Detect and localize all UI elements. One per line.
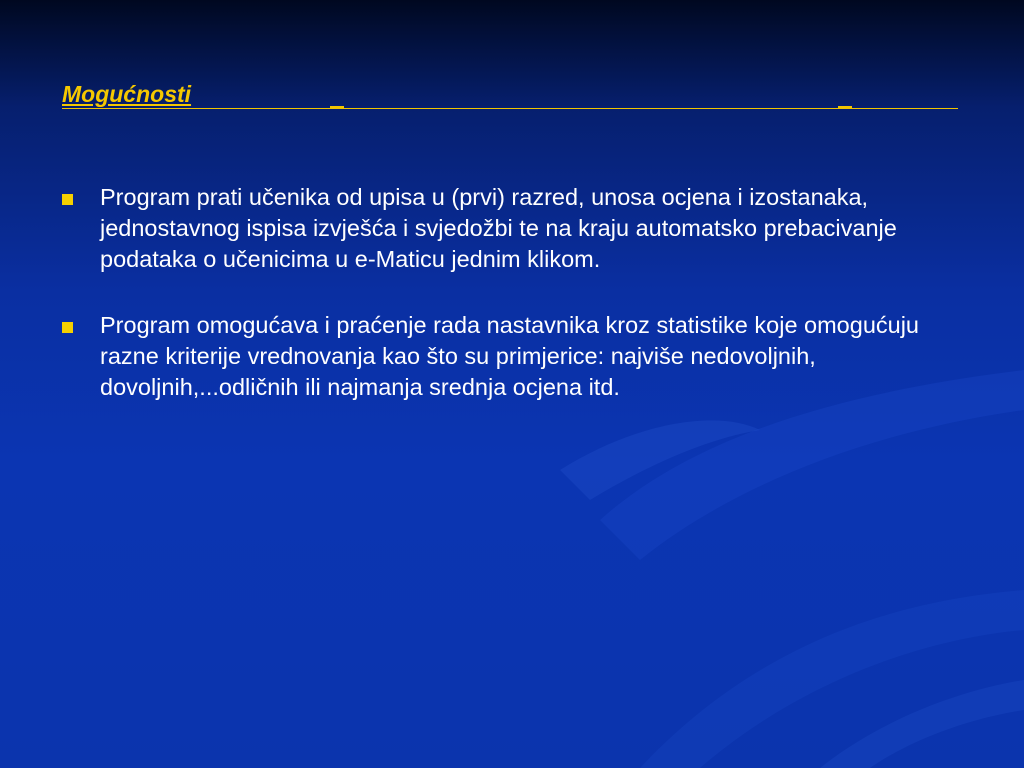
- title-rule-tick: [838, 106, 852, 109]
- slide-title: Mogućnosti: [62, 81, 192, 107]
- square-bullet-icon: [62, 194, 73, 205]
- bullet-item: [62, 182, 962, 275]
- title-rule-tick: [330, 106, 344, 109]
- bullet-item: [62, 310, 962, 403]
- bullet-text: Program prati učenika od upisa u (prvi) razred, unosa ocjena i izostanaka, jednostavnog ispisa izvješća i svjedožbi te na kraju automatsko prebacivanje podataka o učenicima u e-Maticu jednim klikom.: [100, 184, 897, 272]
- bullet-text: Program omogućava i praćenje rada nastavnika kroz statistike koje omogućuju razne kriterije vrednovanja kao što su primjerice: najviše nedovoljnih, dovoljnih,...odličnih ili najmanja srednja ocjena itd.: [100, 312, 920, 400]
- bullet-list: [62, 182, 962, 438]
- title-row: [62, 80, 958, 109]
- square-bullet-icon: [62, 322, 73, 333]
